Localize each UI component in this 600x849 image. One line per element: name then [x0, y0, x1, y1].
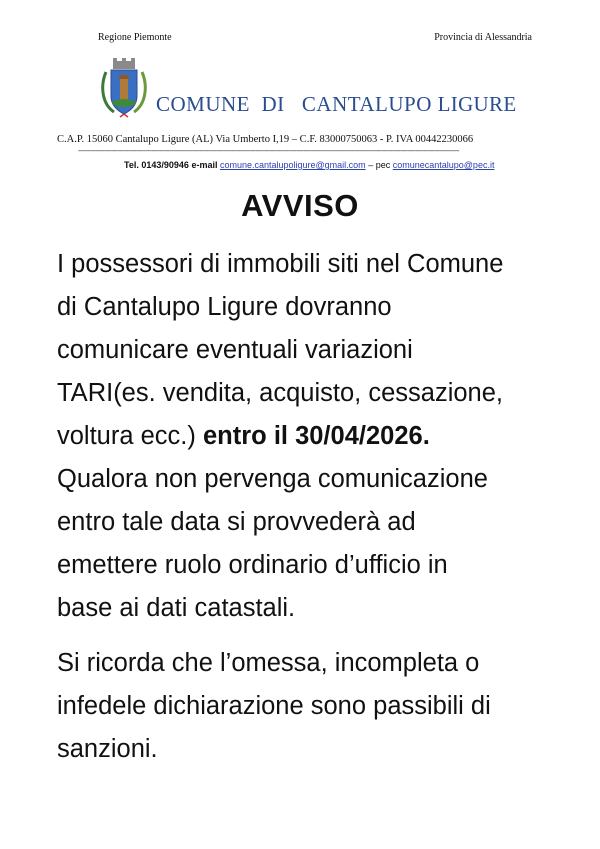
comune-title-prefix: COMUNE DI CANTALUPO: [156, 92, 432, 116]
body-line: entro tale data si provvederà ad: [57, 508, 416, 536]
email-label: e-mail: [191, 160, 218, 170]
body-line: sanzioni.: [57, 735, 158, 763]
comune-title: [156, 92, 516, 117]
separator-line: --------------------------------------------------------------------------------------------------------------------------------------------------------------------------------: [78, 148, 459, 154]
province-label: Provincia di Alessandria: [434, 32, 532, 43]
body-line: Si ricorda che l’omessa, incompleta o: [57, 649, 480, 677]
deadline-text: entro il 30/04/2026.: [202, 422, 430, 450]
notice-body: [57, 243, 557, 771]
region-label: Regione Piemonte: [98, 32, 172, 43]
body-line-deadline: [57, 415, 557, 458]
tel-label: Tel.: [124, 160, 139, 170]
body-line: comunicare eventuali variazioni: [57, 336, 413, 364]
contacts-line: [124, 160, 494, 170]
email-link[interactable]: comune.cantalupoligure@gmail.com: [219, 160, 366, 170]
notice-title: AVVISO: [241, 188, 359, 223]
body-line: di Cantalupo Ligure dovranno: [57, 293, 392, 321]
body-line: TARI(es. vendita, acquisto, cessazione,: [57, 379, 503, 407]
coat-of-arms-icon: [100, 58, 148, 118]
body-line: emettere ruolo ordinario d’ufficio in: [57, 551, 448, 579]
address-line: C.A.P. 15060 Cantalupo Ligure (AL) Via Umberto I,19 – C.F. 83000750063 - P. IVA 00442230066: [57, 134, 474, 145]
comune-title-suffix: LIGURE: [437, 92, 517, 116]
pec-link[interactable]: comunecantalupo@pec.it: [392, 160, 495, 170]
body-line: I possessori di immobili siti nel Comune: [57, 250, 504, 278]
body-line: infedele dichiarazione sono passibili di: [57, 692, 491, 720]
notice-paragraph-1: [57, 243, 557, 630]
pec-label: – pec: [368, 160, 391, 170]
body-line-start: voltura ecc.): [57, 422, 196, 450]
body-line: base ai dati catastali.: [57, 594, 296, 622]
notice-paragraph-2: [57, 642, 557, 771]
body-line: Qualora non pervenga comunicazione: [57, 465, 488, 493]
tel-value: 0143/90946: [141, 160, 189, 170]
